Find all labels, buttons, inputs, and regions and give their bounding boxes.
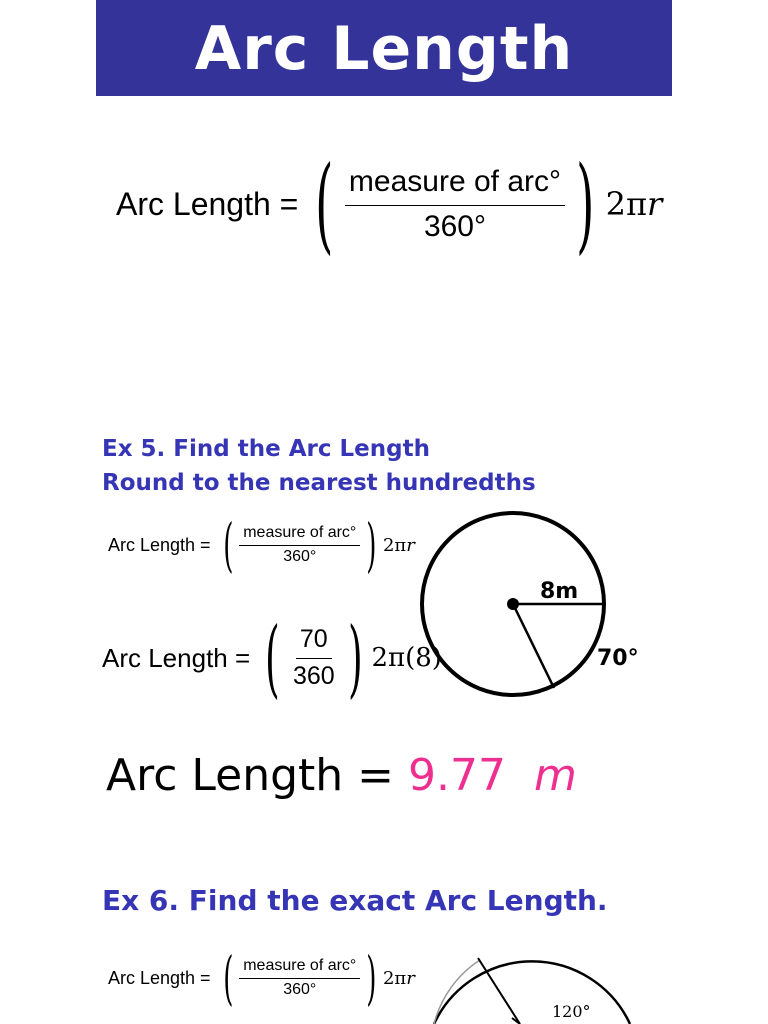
ex5-answer: Arc Length = 9.77 m <box>106 750 577 801</box>
ex5-substituted-formula: Arc Length = ( $\frac{70}{360}$ ) 2π(8) <box>102 609 442 707</box>
radius-line-2 <box>513 604 554 688</box>
right-paren: ) <box>576 143 595 265</box>
arc-length-formula <box>116 143 663 265</box>
radius-line <box>478 958 520 1024</box>
formula-tail: 2πr <box>605 185 663 223</box>
ex5-formula: Arc Length = ( $\frac{\text{measure of arc°}}{360^\circ}$ ) 2πr <box>108 511 415 579</box>
answer-unit: m <box>533 750 577 801</box>
ex5-circle-figure <box>410 505 650 705</box>
center-point <box>507 598 519 610</box>
ex5-heading: Ex 5. Find the Arc Length Round to the nearest hundredths <box>102 436 536 496</box>
ex6-formula: Arc Length = ( $\frac{\text{measure of arc°}}{360^\circ}$ ) 2πr <box>108 944 415 1012</box>
ex6-circle-figure <box>420 940 650 1024</box>
title-banner <box>96 0 672 96</box>
fraction-denominator: 360° <box>423 209 486 243</box>
ex6-angle-label: 120° <box>552 1002 591 1021</box>
circle-outline <box>434 961 630 1024</box>
left-paren: ( <box>315 143 334 265</box>
formula-fraction <box>345 165 565 244</box>
radius-label: 8m <box>540 579 579 604</box>
formula-lhs: Arc Length = <box>116 185 299 222</box>
answer-value: 9.77 <box>408 750 506 801</box>
angle-label: 70° <box>597 646 639 671</box>
fraction-numerator: measure of arc° <box>345 165 565 206</box>
ex6-heading: Ex 6. Find the exact Arc Length. <box>102 884 608 917</box>
page-title: Arc Length <box>194 14 574 84</box>
